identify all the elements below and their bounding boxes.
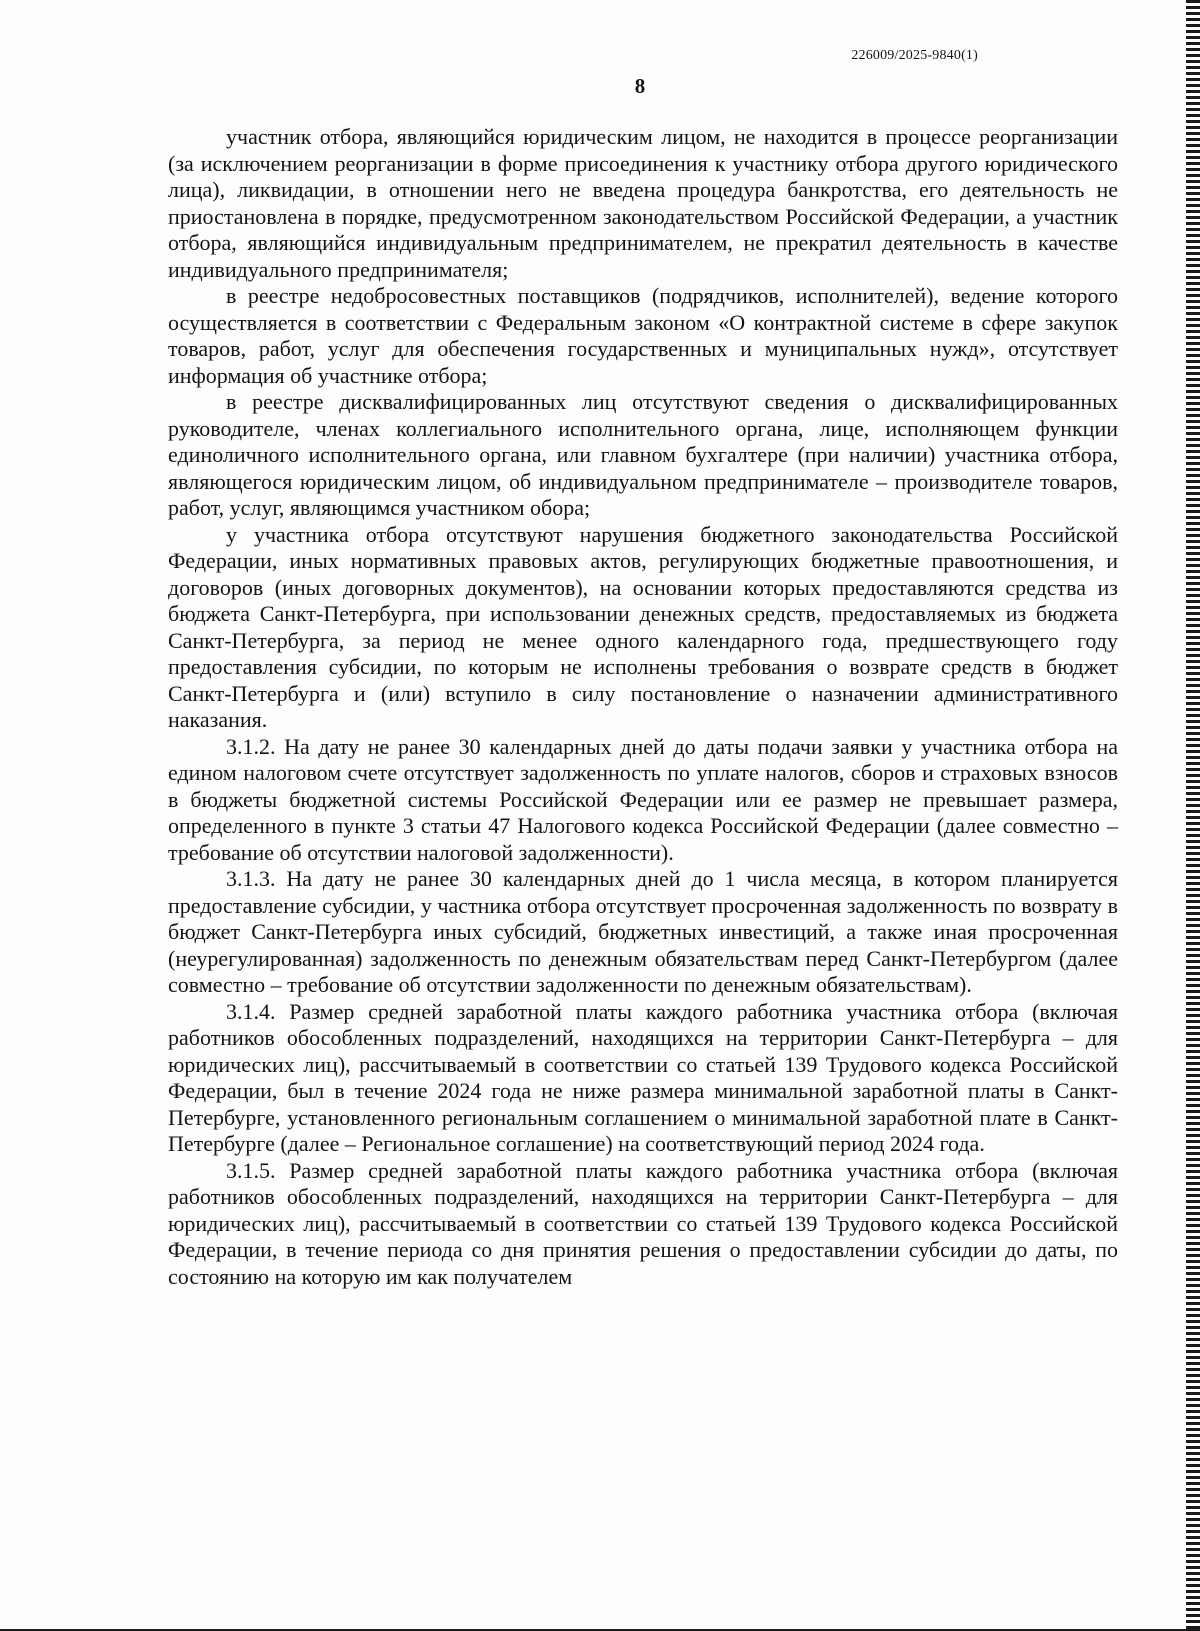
paragraph-3-1-3: 3.1.3. На дату не ранее 30 календарных дней до 1 числа месяца, в котором планируется предоставление субсидии, у частника отбора отсутствует просроченная задолженность по возврату в бюджет Санкт-Петербурга иных субсидий, бюджетных инвестиций, а также иная просроченная (неурегулированная) задолженность по денежным обязательствам перед Санкт-Петербургом (далее совместно – требование об отсутствии задолженности по денежным обязательствам). <box>168 866 1118 997</box>
paragraph-budget-violations: у участника отбора отсутствуют нарушения бюджетного законодательства Российской Федерации, иных нормативных правовых актов, регулирующих бюджетные правоотношения, и договоров (иных договорных документов), на основании которых предоставляются средства из бюджета Санкт-Петербурга, при использовании денежных средств, предоставляемых из бюджета Санкт-Петербурга, за период не менее одного календарного года, предшествующего году предоставления субсидии, по которым не исполнены требования о возврате средств в бюджет Санкт-Петербурга и (или) вступило в силу постановление о назначении административного наказания. <box>168 521 1118 732</box>
paragraph-3-1-4: 3.1.4. Размер средней заработной платы каждого работника участника отбора (включая работников обособленных подразделений, находящихся на территории Санкт-Петербурга – для юридических лиц), рассчитываемый в соответствии со статьей 139 Трудового кодекса Российской Федерации, был в течение 2024 года не ниже размера минимальной заработной платы в Санкт-Петербурге, установленного региональным соглашением о минимальной заработной плате в Санкт-Петербурге (далее – Региональное соглашение) на соответствующий период 2024 года. <box>168 998 1118 1156</box>
paragraph-3-1-5: 3.1.5. Размер средней заработной платы каждого работника участника отбора (включая работников обособленных подразделений, находящихся на территории Санкт-Петербурга – для юридических лиц), рассчитываемый в соответствии со статьей 139 Трудового кодекса Российской Федерации, в течение периода со дня принятия решения о предоставлении субсидии до даты, по состоянию на которую им как получателем <box>168 1157 1118 1289</box>
scan-edge-artifact <box>1186 0 1200 1631</box>
paragraph-unfair-suppliers-registry: в реестре недобросовестных поставщиков (подрядчиков, исполнителей), ведение которого осуществляется в соответствии с Федеральным законом «О контрактной системе в сфере закупок товаров, работ, услуг для обеспечения государственных и муниципальных нужд», отсутствует информация об участнике отбора; <box>168 283 1118 388</box>
paragraph-3-1-2: 3.1.2. На дату не ранее 30 календарных дней до даты подачи заявки у участника отбора на едином налоговом счете отсутствует задолженность по уплате налогов, сборов и страховых взносов в бюджеты бюджетной системы Российской Федерации или ее размер не превышает размера, определенного в пункте 3 статьи 47 Налогового кодекса Российской Федерации (далее совместно – требование об отсутствии налоговой задолженности). <box>168 733 1118 865</box>
paragraph-reorganization: участник отбора, являющийся юридическим лицом, не находится в процессе реорганизации (за исключением реорганизации в форме присоединения к участнику отбора другого юридического лица), ликвидации, в отношении него не введена процедура банкротства, его деятельность не приостановлена в порядке, предусмотренном законодательством Российской Федерации, а участник отбора, являющийся индивидуальным предпринимателем, не прекратил деятельность в качестве индивидуального предпринимателя; <box>168 124 1118 282</box>
document-id: 226009/2025-9840(1) <box>851 48 978 63</box>
paragraph-disqualified-persons-registry: в реестре дисквалифицированных лиц отсутствуют сведения о дисквалифицированных руководителе, членах коллегиального исполнительного органа, лице, исполняющем функции единоличного исполнительного органа, или главном бухгалтере (при наличии) участника отбора, являющегося юридическим лицом, об индивидуальном предпринимателе – производителе товаров, работ, услуг, являющимся участником обора; <box>168 389 1118 520</box>
page-number: 8 <box>634 74 646 98</box>
document-body <box>168 124 1118 1290</box>
